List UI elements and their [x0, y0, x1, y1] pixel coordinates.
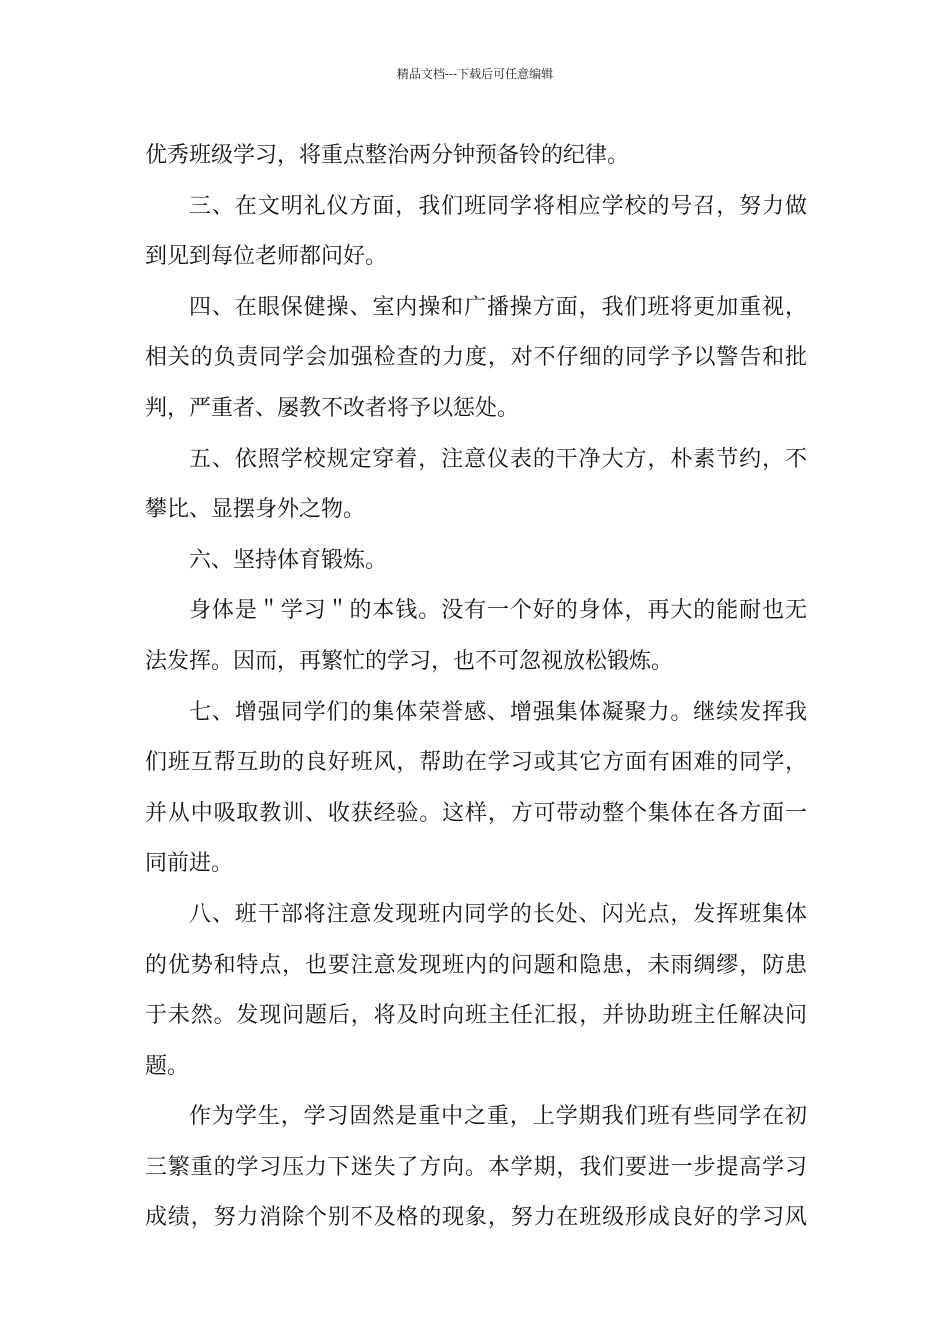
- page-header: 精品文档---下载后可任意编辑: [396, 67, 554, 81]
- text-line: 相关的负责同学会加强检查的力度，对不仔细的同学予以警告和批: [145, 345, 807, 371]
- text-line: 三、在文明礼仪方面，我们班同学将相应学校的号召，努力做: [189, 193, 807, 219]
- text-line: 到见到每位老师都问好。: [145, 244, 388, 270]
- text-line: 于未然。发现问题后，将及时向班主任汇报，并协助班主任解决问: [145, 1003, 807, 1029]
- text-line: 三繁重的学习压力下迷失了方向。本学期，我们要进一步提高学习: [145, 1154, 807, 1180]
- text-line: 判，严重者、屡教不改者将予以惩处。: [145, 395, 520, 421]
- text-line: 八、班干部将注意发现班内同学的长处、闪光点，发挥班集体: [189, 901, 807, 927]
- text-line: 攀比、显摆身外之物。: [145, 497, 366, 523]
- text-line: 六、坚持体育锻炼。: [189, 547, 388, 573]
- text-line: 七、增强同学们的集体荣誉感、增强集体凝聚力。继续发挥我: [189, 699, 807, 725]
- text-line: 的优势和特点，也要注意发现班内的问题和隐患，未雨绸缪，防患: [145, 952, 807, 978]
- text-line: 法发挥。因而，再繁忙的学习，也不可忽视放松锻炼。: [145, 648, 674, 674]
- text-line: 题。: [145, 1053, 190, 1079]
- text-line: 并从中吸取教训、收获经验。这样，方可带动整个集体在各方面一: [145, 800, 807, 826]
- text-line: 们班互帮互助的良好班风，帮助在学习或其它方面有困难的同学，: [145, 750, 807, 776]
- text-line: 四、在眼保健操、室内操和广播操方面，我们班将更加重视，: [189, 294, 807, 320]
- text-line: 五、依照学校规定穿着，注意仪表的干净大方，朴素节约，不: [189, 446, 807, 472]
- text-line: 优秀班级学习，将重点整治两分钟预备铃的纪律。: [145, 143, 630, 168]
- text-line: 同前进。: [145, 851, 234, 877]
- text-line: 成绩，努力消除个别不及格的现象，努力在班级形成良好的学习风: [145, 1205, 807, 1231]
- text-line: 作为学生，学习固然是重中之重，上学期我们班有些同学在初: [189, 1104, 807, 1130]
- text-line: 身体是＂学习＂的本钱。没有一个好的身体，再大的能耐也无: [189, 598, 807, 624]
- document-body: [145, 131, 807, 1244]
